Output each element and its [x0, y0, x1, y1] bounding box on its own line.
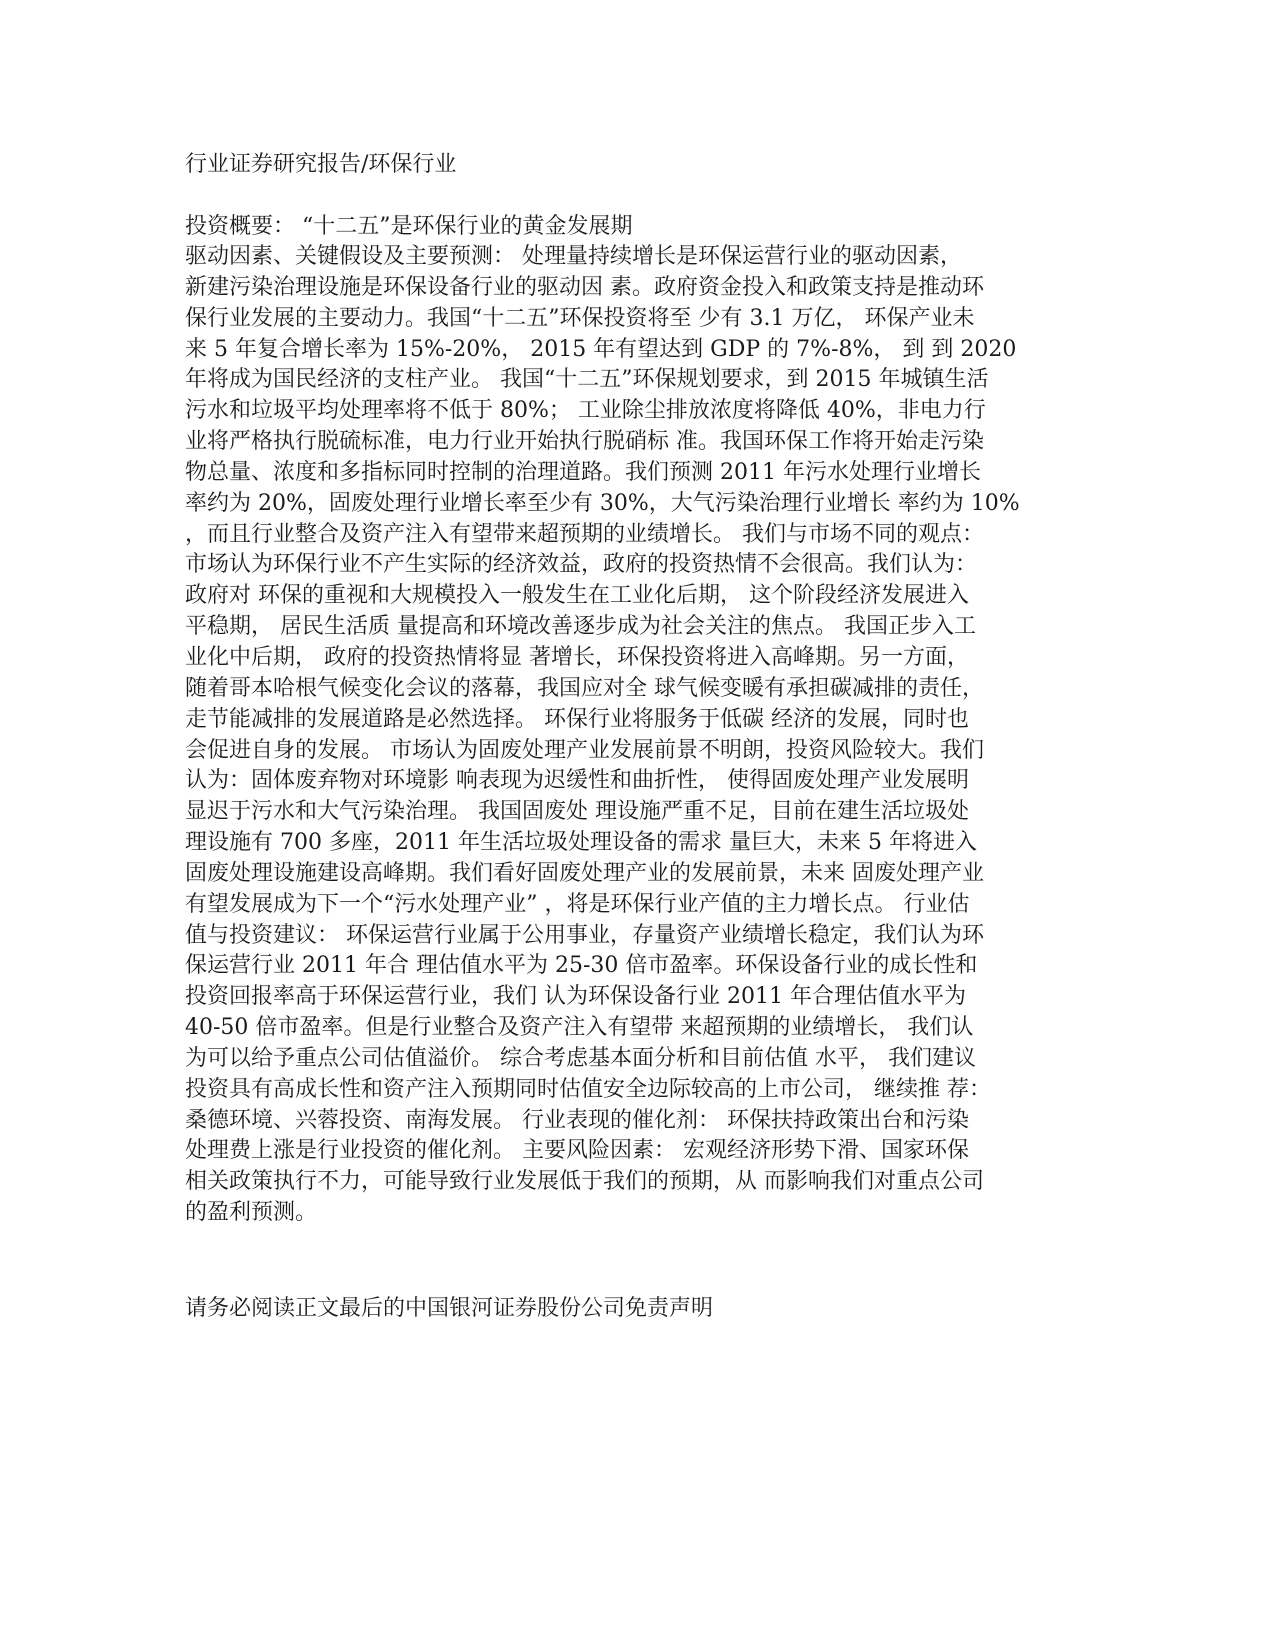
body-text-line: 值与投资建议： 环保运营行业属于公用事业，存量资产业绩增长稳定，我们认为环 — [185, 922, 984, 948]
report-body-paragraph — [185, 242, 1105, 1229]
body-text-line: 投资回报率高于环保运营行业，我们 认为环保设备行业 2011 年合理估值水平为 — [185, 984, 966, 1010]
body-text-line: 走节能减排的发展道路是必然选择。 环保行业将服务于低碳 经济的发展，同时也 — [185, 706, 969, 732]
body-text-line: 平稳期， 居民生活质 量提高和环境改善逐步成为社会关注的焦点。 我国正步入工 — [185, 614, 976, 640]
body-text-line: 处理费上涨是行业投资的催化剂。 主要风险因素： 宏观经济形势下滑、国家环保 — [185, 1138, 969, 1164]
body-text-line: 政府对 环保的重视和大规模投入一般发生在工业化后期， 这个阶段经济发展进入 — [185, 583, 969, 609]
body-text-line: 市场认为环保行业不产生实际的经济效益，政府的投资热情不会很高。我们认为： — [185, 552, 978, 578]
body-text-line: 保运营行业 2011 年合 理估值水平为 25-30 倍市盈率。环保设备行业的成长性和 — [185, 953, 978, 979]
body-text-line: 固废处理设施建设高峰期。我们看好固废处理产业的发展前景，未来 固废处理产业 — [185, 860, 984, 886]
body-text-line: 驱动因素、关键假设及主要预测： 处理量持续增长是环保运营行业的驱动因素， — [185, 244, 962, 269]
body-text-line: 为可以给予重点公司估值溢价。 综合考虑基本面分析和目前估值 水平， 我们建议 — [185, 1045, 976, 1071]
disclaimer-footer: 请务必阅读正文最后的中国银河证券股份公司免责声明 — [185, 1296, 714, 1321]
body-text-line: 相关政策执行不力，可能导致行业发展低于我们的预期，从 而影响我们对重点公司 — [185, 1169, 984, 1195]
body-text-line: 保行业发展的主要动力。我国“十二五”环保投资将至 少有 3.1 万亿， 环保产业未 — [185, 305, 975, 331]
body-text-line: 认为：固体废弃物对环境影 响表现为迟缓性和曲折性， 使得固废处理产业发展明 — [185, 768, 969, 794]
body-text-line: 物总量、浓度和多指标同时控制的治理道路。我们预测 2011 年污水处理行业增长 — [185, 459, 981, 485]
body-text-line: 显迟于污水和大气污染治理。 我国固废处 理设施严重不足，目前在建生活垃圾处 — [185, 799, 969, 825]
body-text-line: 率约为 20%，固废处理行业增长率至少有 30%，大气污染治理行业增长 率约为 10% — [185, 490, 1020, 516]
body-text-line: 40-50 倍市盈率。但是行业整合及资产注入有望带 来超预期的业绩增长， 我们认 — [185, 1015, 974, 1041]
body-text-line: 年将成为国民经济的支柱产业。 我国“十二五”环保规划要求，到 2015 年城镇生活 — [185, 367, 989, 393]
body-text-line: 会促进自身的发展。 市场认为固废处理产业发展前景不明朗，投资风险较大。我们 — [185, 737, 984, 763]
body-text-line: 桑德环境、兴蓉投资、南海发展。 行业表现的催化剂： 环保扶持政策出台和污染 — [185, 1107, 969, 1133]
body-text-line: 来 5 年复合增长率为 15%-20%， 2015 年有望达到 GDP 的 7%-8%， 到 到 2020 — [185, 336, 1017, 362]
body-text-line: 的盈利预测。 — [185, 1200, 318, 1226]
body-text-line: 理设施有 700 多座，2011 年生活垃圾处理设备的需求 量巨大，未来 5 年将进入 — [185, 830, 977, 856]
body-text-line: 污水和垃圾平均处理率将不低于 80%； 工业除尘排放浓度将降低 40%，非电力行 — [185, 398, 986, 424]
body-text-line: 投资具有高成长性和资产注入预期同时估值安全边际较高的上市公司， 继续推 荐： — [185, 1076, 991, 1102]
body-text-line: 有望发展成为下一个“污水处理产业” ，将是环保行业产值的主力增长点。 行业估 — [185, 891, 970, 917]
report-category-header: 行业证券研究报告/环保行业 — [185, 152, 457, 177]
body-text-line: 随着哥本哈根气候变化会议的落幕，我国应对全 球气候变暖有承担碳减排的责任， — [185, 675, 984, 701]
body-text-line: 业将严格执行脱硫标准，电力行业开始执行脱硝标 准。我国环保工作将开始走污染 — [185, 429, 984, 455]
body-text-line: ，而且行业整合及资产注入有望带来超预期的业绩增长。 我们与市场不同的观点： — [185, 521, 984, 547]
body-text-line: 业化中后期， 政府的投资热情将显 著增长，环保投资将进入高峰期。另一方面， — [185, 644, 969, 670]
investment-summary-heading: 投资概要： “十二五”是环保行业的黄金发展期 — [185, 214, 633, 239]
body-text-line: 新建污染治理设施是环保设备行业的驱动因 素。政府资金投入和政策支持是推动环 — [185, 274, 984, 300]
